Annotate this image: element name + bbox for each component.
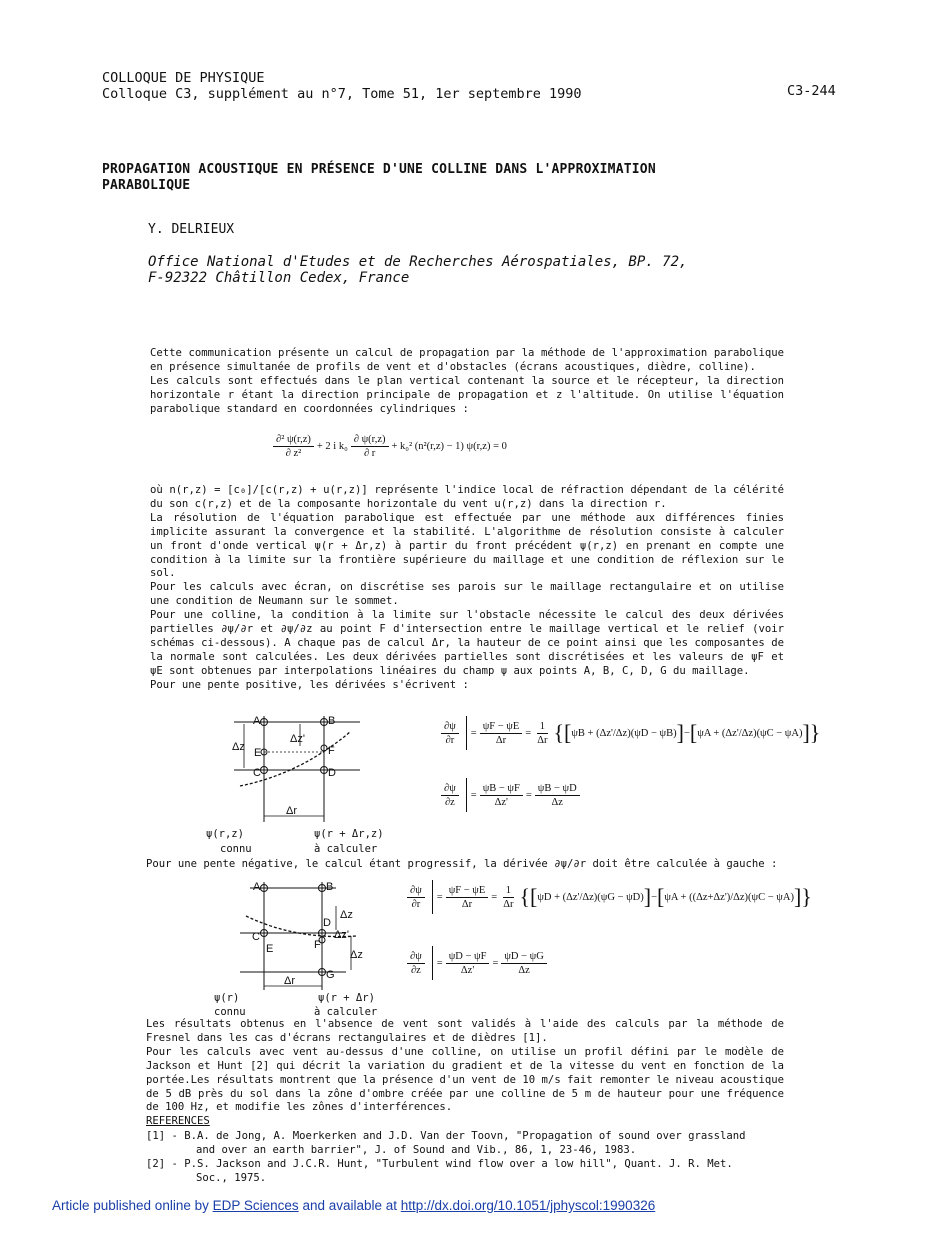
paragraph-hill: Pour une colline, la condition à la limite sur l'obstacle nécessite le calcul des deux dérivées partielles ∂ψ/∂r et ∂ψ/∂z au point F d'intersection entre le maillage vertical et le relief (voir schémas ci-dessous). A chaque pas de calcul Δr, la hauteur de ce point ainsi que les composantes de la normale sont calculées. Les deux dérivées partielles sont discrétisées et les valeurs de ψF et ψE sont obtenues par interpolations linéaires du champ ψ aux points A, B, C, D, G du maillage.	[150, 609, 784, 677]
fig2-label-e: E	[266, 943, 274, 955]
eq-term1-num: ∂² ψ(r,z)	[273, 434, 314, 447]
footer-note	[52, 1198, 655, 1213]
fig1-delta-r: Δr	[286, 805, 298, 817]
page-id: C3-244	[787, 83, 836, 99]
eq-neg-dz: ∂z	[410, 964, 421, 976]
eq-pos-bracket1: ψB + (Δz'/Δz)(ψD − ψB)	[571, 727, 677, 739]
eq-term2-num: ∂ ψ(r,z)	[351, 434, 389, 447]
eq-pos-z-num2: ψB − ψD	[535, 783, 580, 796]
fig1-delta-z: Δz	[232, 741, 245, 753]
paragraph-intro: Cette communication présente un calcul de propagation par la méthode de l'approximation parabolique en présence simultanée de profils de vent et d'obstacles (écrans acoustiques, dièdre, colline).	[150, 347, 784, 373]
paragraph-wind: Pour les calculs avec vent au-dessus d'une colline, on utilise un profil défini par le modèle de Jackson et Hunt [2] qui décrit la variation du gradient et de la vitesse du vent en fonction de la portée.Les résultats montrent que la présence d'un vent de 10 m/s fait remonter le niveau acoustique de 5 dB près du sol dans la zône d'ombre créée par une colline de 5 m de hauteur pour une fréquence de 100 Hz, et modifie les zônes d'interférences.	[146, 1045, 784, 1114]
fig2-delta-r: Δr	[284, 975, 296, 987]
eq-neg-z-num2: ψD − ψG	[501, 951, 546, 964]
eq-neg-z-den2: Δz	[518, 964, 530, 976]
fig1-right-caption1: ψ(r + Δr,z)	[314, 828, 384, 840]
eq-neg-r-den2: Δr	[503, 898, 514, 910]
eq-neg-dpsi: ∂ψ	[407, 885, 425, 898]
body-section-results	[146, 1018, 784, 1115]
equation-dpsi-dz-negative: $\frac{\partial\psi}{\partial z}$ = $\frac{\psi D - \psi F}{\Delta z'}$ = $\frac{\psi D - \psi G}{\Delta z}$	[404, 946, 550, 980]
eq-pos-z-num1: ψB − ψF	[480, 783, 523, 796]
eq-pos-one: 1	[537, 721, 548, 734]
eq-term2-den: ∂ r	[363, 448, 376, 459]
journal-name: COLLOQUE DE PHYSIQUE	[102, 70, 265, 86]
journal-issue: Colloque C3, supplément au n°7, Tome 51, 1er septembre 1990	[102, 86, 582, 102]
fig2-label-c: C	[252, 931, 260, 943]
eq-pos-dz: ∂z	[444, 796, 455, 808]
reference-1-line1: [1] - B.A. de Jong, A. Moerkerken and J.D. Van der Toovn, "Propagation of sound over grassland	[146, 1130, 746, 1142]
paragraph-index: où n(r,z) = [c₀]/[c(r,z) + u(r,z)] représente l'indice local de réfraction dépendant de la célérité du son c(r,z) et de la composante horizontale du vent u(r,z) dans la direction r.	[150, 484, 784, 510]
fig2-left-caption2: connu	[214, 1006, 246, 1018]
footer-prefix: Article published online by	[52, 1198, 209, 1213]
footer-publisher-link[interactable]: EDP Sciences	[212, 1198, 299, 1213]
eq-neg-one: 1	[503, 885, 514, 898]
body-section-1	[150, 347, 784, 417]
fig1-label-d: D	[328, 767, 336, 779]
eq-neg-dpsi2: ∂ψ	[407, 951, 425, 964]
eq-pos-r-den: Δr	[495, 734, 507, 746]
fig1-label-c: C	[253, 767, 261, 779]
fig1-label-e: E	[254, 747, 262, 759]
body-section-2	[150, 484, 784, 693]
eq-tail: + k₀² (n²(r,z) − 1) ψ(r,z) = 0	[391, 441, 507, 452]
eq-term1	[273, 434, 314, 459]
fig2-label-d: D	[323, 917, 331, 929]
fig1-label-a: A	[253, 715, 261, 727]
fig1-left-caption2: connu	[220, 843, 252, 855]
fig2-right-caption1: ψ(r + Δr)	[318, 992, 375, 1004]
eq-pos-z-den2: Δz	[551, 796, 563, 808]
footer-doi-link[interactable]: http://dx.doi.org/10.1051/jphyscol:1990326	[400, 1198, 656, 1213]
reference-2-line1: [2] - P.S. Jackson and J.C.R. Hunt, "Turbulent wind flow over a low hill", Quant. J. R. Met.	[146, 1158, 733, 1170]
eq-pos-z-den1: Δz'	[494, 796, 508, 808]
equation-parabolic	[270, 434, 690, 459]
fig1-right-caption2: à calculer	[314, 843, 378, 855]
fig1-left-caption1: ψ(r,z)	[206, 828, 244, 840]
affiliation-line1: Office National d'Etudes et de Recherches Aérospatiales, BP. 72,	[148, 254, 688, 270]
equation-dpsi-dr-positive: $\frac{\partial\psi}{\partial r}$ = $\frac{\psi F - \psi E}{\Delta r}$ = $\frac{1}{\Delta r}$ {[ ψB + (Δz'/Δz)(ψD − ψB) ] − [ ψA + (Δz'/Δz)(ψC − ψA) ]}	[438, 716, 820, 750]
paragraph-negative-slope: Pour une pente négative, le calcul étant progressif, la dérivée ∂ψ/∂r doit être calculée à gauche :	[146, 858, 778, 870]
equation-dpsi-dr-negative: $\frac{\partial\psi}{\partial r}$ = $\frac{\psi F - \psi E}{\Delta r}$ = $\frac{1}{\Delta r}$ {[ ψD + (Δz'/Δz)(ψG − ψD) ] − [ ψA + ((Δz+Δz')/Δz)(ψC − ψA) ]}	[404, 880, 812, 914]
fig2-label-g: G	[326, 969, 335, 981]
fig2-right-caption2: à calculer	[314, 1006, 378, 1018]
eq-mid: + 2 i k₀	[316, 441, 348, 452]
eq-pos-r-num: ψF − ψE	[480, 721, 523, 734]
paper-title-line2: PARABOLIQUE	[102, 178, 191, 193]
eq-neg-r-den: Δr	[461, 898, 473, 910]
eq-neg-dr: ∂r	[411, 898, 421, 910]
equation-dpsi-dz-positive: $\frac{\partial\psi}{\partial z}$ = $\frac{\psi B - \psi F}{\Delta z'}$ = $\frac{\psi B - \psi D}{\Delta z}$	[438, 778, 583, 812]
fig2-delta-z-bottom: Δz	[350, 949, 363, 961]
paragraph-validation: Les résultats obtenus en l'absence de vent sont validés à l'aide des calculs par la méthode de Fresnel dans les cas d'écrans rectangulaires et de dièdres [1].	[146, 1018, 784, 1044]
reference-2-line2: Soc., 1975.	[196, 1172, 267, 1184]
eq-term2	[351, 434, 389, 459]
eq-neg-z-num1: ψD − ψF	[446, 951, 490, 964]
fig1-delta-z-prime: Δz'	[290, 733, 305, 745]
footer-middle: and available at	[302, 1198, 398, 1213]
fig2-delta-z-prime: Δz'	[334, 929, 349, 941]
eq-pos-r-den2: Δr	[537, 734, 548, 746]
references-title: REFERENCES	[146, 1115, 210, 1127]
eq-pos-dr: ∂r	[445, 734, 455, 746]
fig2-label-a: A	[253, 881, 261, 893]
affiliation-line2: F-92322 Châtillon Cedex, France	[148, 270, 410, 286]
eq-pos-dpsi: ∂ψ	[441, 721, 459, 734]
fig2-label-f: F	[314, 939, 321, 951]
paragraph-resolution: La résolution de l'équation parabolique est effectuée par une méthode aux différences finies implicite assurant la convergence et la stabilité. L'algorithme de résolution consiste à calculer un front d'onde vertical ψ(r + Δr,z) à partir du front précédent ψ(r,z) en prenant en compte une condition à la limite sur la frontière supérieure du maillage et une condition de réflexion sur le sol.	[150, 511, 784, 580]
paper-title-line1: PROPAGATION ACOUSTIQUE EN PRÉSENCE D'UNE COLLINE DANS L'APPROXIMATION	[102, 162, 656, 177]
eq-neg-bracket2: ψA + ((Δz+Δz')/Δz)(ψC − ψA)	[664, 891, 794, 903]
paragraph-screen: Pour les calculs avec écran, on discrétise ses parois sur le maillage rectangulaire et on utilise une condition de Neumann sur le sommet.	[150, 581, 784, 608]
paragraph-setup: Les calculs sont effectués dans le plan vertical contenant la source et le récepteur, la direction horizontale r étant la direction principale de propagation et z l'altitude. On utilise l'équation parabolique standard en coordonnées cylindriques :	[150, 374, 784, 415]
eq-term1-den: ∂ z²	[285, 448, 302, 459]
paragraph-positive-slope: Pour une pente positive, les dérivées s'écrivent :	[150, 678, 469, 691]
eq-pos-bracket2: ψA + (Δz'/Δz)(ψC − ψA)	[697, 727, 803, 739]
eq-neg-z-den1: Δz'	[460, 964, 475, 976]
fig1-label-b: B	[328, 715, 336, 727]
fig1-label-f: F	[328, 745, 335, 757]
fig2-delta-z-top: Δz	[340, 909, 353, 921]
reference-1-line2: and over an earth barrier", J. of Sound and Vib., 86, 1, 23-46, 1983.	[196, 1144, 637, 1156]
fig2-label-b: B	[326, 881, 334, 893]
fig2-left-caption1: ψ(r)	[214, 992, 240, 1004]
eq-neg-bracket1: ψD + (Δz'/Δz)(ψG − ψD)	[537, 891, 644, 903]
eq-pos-dpsi2: ∂ψ	[441, 783, 459, 796]
eq-neg-r-num: ψF − ψE	[446, 885, 489, 898]
author: Y. DELRIEUX	[148, 222, 235, 237]
